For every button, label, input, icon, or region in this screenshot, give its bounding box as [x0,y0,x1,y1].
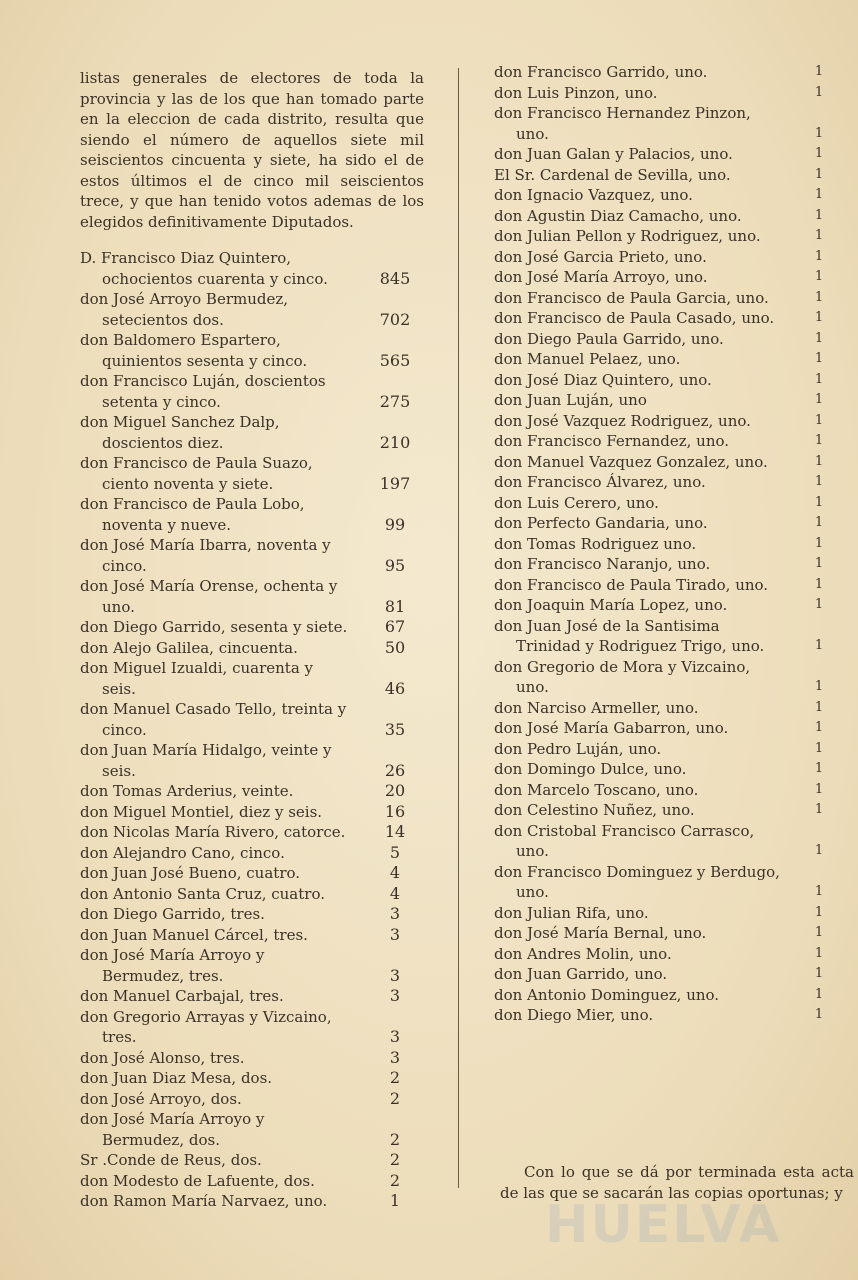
vote-entry [80,617,420,638]
vote-entry [494,554,834,575]
vote-count: 1 [814,84,824,100]
vote-count: 1 [814,781,824,797]
vote-entry [494,144,834,165]
vote-count: 35 [384,719,406,739]
vote-count: 1 [814,125,824,141]
candidate-name: don Luis Cerero, uno. [494,493,659,512]
column-divider [458,68,459,1188]
candidate-name: don Juan Manuel Cárcel, tres. [80,925,308,944]
vote-entry [494,964,834,985]
vote-entry [494,329,834,350]
candidate-name: don Modesto de Lafuente, dos. [80,1171,315,1190]
candidate-name: don Manuel Casado Tello, treinta y cinco. [80,700,347,739]
vote-entry [494,370,834,391]
vote-entry [494,103,834,144]
vote-entry [494,985,834,1006]
candidate-name: don José Garcia Prieto, uno. [494,247,707,266]
candidate-name: don Manuel Vazquez Gonzalez, uno. [494,452,768,471]
vote-entry [494,226,834,247]
candidate-name: don Ramon María Narvaez, uno. [80,1192,328,1210]
vote-count: 1 [814,556,824,571]
candidate-name: don Gregorio Arrayas y Vizcaino, tres. [80,1007,332,1046]
vote-entry [494,288,834,309]
candidate-name: don Diego Garrido, sesenta y siete. [80,618,348,636]
vote-count: 67 [384,617,406,636]
candidate-name: don Manuel Carbajal, tres. [80,987,284,1005]
vote-entry [494,739,834,760]
candidate-name: don Narciso Armeller, uno. [494,698,699,717]
vote-count: 99 [384,514,406,534]
candidate-name: don Diego Mier, uno. [494,1006,654,1024]
candidate-name: don Miguel Izualdi, cuarenta y seis. [80,659,314,698]
vote-count: 845 [379,268,411,288]
vote-count: 1 [814,494,824,510]
vote-entry [494,493,834,514]
candidate-name: don Francisco de Paula Suazo, ciento noventa y siete. [80,454,313,493]
vote-entry [80,412,420,453]
vote-count: 1 [814,843,824,858]
vote-count: 4 [389,883,401,903]
vote-count: 1 [814,986,824,1002]
vote-count: 1 [814,64,824,79]
candidate-name: don Pedro Luján, uno. [494,739,662,758]
vote-entry [494,472,834,493]
candidate-name: don Juan Luján, uno [494,391,647,409]
vote-count: 1 [814,679,824,694]
candidate-name: don Marcelo Toscano, uno. [494,780,699,799]
vote-entry [494,165,834,186]
candidate-name: don José Diaz Quintero, uno. [494,370,712,389]
vote-count: 1 [814,166,824,182]
candidate-name: don José María Arroyo y Bermudez, dos. [80,1110,265,1149]
vote-entry [494,800,834,821]
vote-entry [80,453,420,494]
vote-entry [494,206,834,227]
vote-entry [80,699,420,740]
vote-count: 3 [389,924,401,944]
candidate-name: Sr .Conde de Reus, dos. [80,1151,262,1169]
candidate-name: don Antonio Santa Cruz, cuatro. [80,884,325,903]
candidate-name: don José María Arroyo, uno. [494,268,708,286]
candidate-name: don Andres Molin, uno. [494,944,672,963]
vote-entry [494,247,834,268]
vote-count: 3 [389,1047,401,1067]
candidate-name: El Sr. Cardenal de Sevilla, uno. [494,165,731,184]
candidate-name: don José María Ibarra, noventa y cinco. [80,536,331,575]
vote-entry [80,740,420,781]
vote-count: 4 [389,863,401,882]
candidate-name: don Agustin Diaz Camacho, uno. [494,206,742,225]
vote-entry [494,780,834,801]
vote-count: 1 [814,433,824,448]
intro-paragraph [80,68,424,232]
candidate-name: don Francisco de Paula Tirado, uno. [494,575,769,594]
vote-entry [80,822,420,843]
vote-count: 1 [814,228,824,243]
vote-entry [80,843,420,864]
vote-entry [80,371,420,412]
vote-entry [80,289,420,330]
vote-count: 2 [389,1129,401,1149]
candidate-name: don Julian Rifa, uno. [494,903,649,922]
candidate-name: don José Arroyo, dos. [80,1089,242,1108]
candidate-name: don Perfecto Gandaria, uno. [494,514,708,532]
vote-count: 1 [814,371,824,387]
vote-entry [80,330,420,371]
vote-count: 3 [389,965,401,985]
vote-count: 50 [384,637,406,657]
vote-count: 14 [384,822,406,841]
vote-count: 1 [814,412,824,428]
vote-count: 81 [384,596,406,616]
vote-count: 2 [389,1150,401,1169]
vote-count: 1 [814,925,824,940]
vote-entry [494,534,834,555]
vote-count: 1 [814,248,824,264]
vote-count: 3 [389,986,401,1005]
vote-entry [494,903,834,924]
vote-entry [494,308,834,329]
vote-entry [494,595,834,616]
vote-entry [494,616,834,657]
vote-count: 1 [814,535,824,551]
candidate-name: don Luis Pinzon, uno. [494,83,658,102]
vote-entry [494,267,834,288]
vote-count: 275 [379,391,411,411]
vote-count: 1 [814,802,824,817]
candidate-name: don Juan José de la Santisima Trinidad y Rodriguez Trigo, uno. [494,616,765,655]
vote-count: 1 [814,720,824,735]
candidate-name: don Francisco de Paula Casado, uno. [494,309,775,327]
vote-entry [494,698,834,719]
vote-count: 1 [814,904,824,920]
vote-entry [494,83,834,104]
vote-count: 1 [814,351,824,366]
vote-count: 1 [814,330,824,346]
vote-count: 16 [384,801,406,821]
candidate-name: don José Arroyo Bermudez, setecientos dos. [80,290,289,329]
vote-entry [80,1171,420,1192]
candidate-name: don Francisco Fernandez, uno. [494,432,730,450]
vote-count: 1 [814,740,824,756]
candidate-name: don Ignacio Vazquez, uno. [494,186,693,204]
right-vote-list [494,62,834,1026]
vote-entry [80,802,420,823]
vote-entry [80,904,420,925]
candidate-name: don Diego Paula Garrido, uno. [494,329,724,348]
vote-entry [80,1048,420,1069]
vote-count: 2 [389,1088,401,1108]
candidate-name: don José María Arroyo y Bermudez, tres. [80,946,265,985]
vote-entry [494,923,834,944]
candidate-name: don Tomas Arderius, veinte. [80,782,294,800]
vote-entry [494,452,834,473]
candidate-name: don José María Gabarron, uno. [494,719,729,737]
vote-count: 3 [389,904,401,923]
candidate-name: don Juan Garrido, uno. [494,965,668,983]
candidate-name: D. Francisco Diaz Quintero, ochocientos cuarenta y cinco. [80,249,328,288]
candidate-name: don Julian Pellon y Rodriguez, uno. [494,227,761,245]
vote-entry [80,1191,420,1212]
candidate-name: don Miguel Montiel, diez y seis. [80,802,323,821]
vote-count: 1 [814,945,824,961]
vote-count: 1 [814,269,824,284]
vote-entry [494,349,834,370]
vote-entry [494,1005,834,1026]
vote-entry [80,494,420,535]
vote-entry [494,759,834,780]
vote-count: 1 [814,289,824,305]
candidate-name: don Francisco Naranjo, uno. [494,555,711,573]
candidate-name: don Juan Diaz Mesa, dos. [80,1069,273,1087]
vote-entry [80,1007,420,1048]
vote-entry [494,944,834,965]
vote-entry [80,986,420,1007]
vote-entry [80,535,420,576]
vote-count: 1 [814,515,824,530]
candidate-name: don Antonio Dominguez, uno. [494,985,720,1004]
vote-entry [80,1089,420,1110]
vote-entry [494,411,834,432]
vote-entry [494,185,834,206]
candidate-name: don Celestino Nuñez, uno. [494,801,695,819]
candidate-name: don Francisco Álvarez, uno. [494,473,706,491]
vote-count: 1 [814,884,824,899]
vote-count: 197 [379,473,411,493]
vote-entry [80,638,420,659]
vote-entry [80,576,420,617]
candidate-name: don José María Bernal, uno. [494,924,707,942]
candidate-name: don Francisco de Paula Lobo, noventa y nueve. [80,495,305,534]
candidate-name: don José María Orense, ochenta y uno. [80,577,338,616]
vote-count: 1 [814,699,824,715]
vote-count: 1 [814,392,824,407]
candidate-name: don Juan María Hidalgo, veinte y seis. [80,741,332,780]
candidate-name: don Joaquin María Lopez, uno. [494,596,728,614]
vote-entry [494,657,834,698]
vote-entry [80,925,420,946]
vote-count: 1 [814,638,824,653]
vote-count: 565 [379,350,411,370]
candidate-name: don Francisco de Paula Garcia, uno. [494,288,769,307]
vote-entry [80,1068,420,1089]
vote-count: 1 [814,576,824,592]
vote-count: 1 [814,453,824,469]
vote-entry [494,718,834,739]
vote-entry [494,390,834,411]
vote-count: 1 [389,1191,401,1210]
vote-count: 3 [389,1027,401,1046]
vote-entry [80,945,420,986]
vote-entry [494,821,834,862]
candidate-name: don Domingo Dulce, uno. [494,760,687,778]
left-vote-list [80,248,420,1212]
vote-count: 1 [814,207,824,223]
archive-watermark: HUELVA [545,1195,782,1255]
candidate-name: don Diego Garrido, tres. [80,905,265,923]
vote-count: 46 [384,678,406,698]
vote-count: 1 [814,597,824,612]
intro-text: listas generales de electores de toda la provincia y las de los que han tomado parte en la eleccion de cada distrito, resulta que siendo el número de aquellos siete mil seiscientos cincuenta y siete, ha sido el de estos últimos el de cinco mil seiscientos trece, y que han tenido votos ademas de los elegidos definitivamente Diputados. [80,69,424,231]
vote-count: 1 [814,761,824,776]
vote-entry [494,431,834,452]
vote-count: 1 [814,310,824,325]
vote-count: 2 [389,1068,401,1087]
candidate-name: don Juan Galan y Palacios, uno. [494,145,733,163]
candidate-name: don Nicolas María Rivero, catorce. [80,823,346,841]
candidate-name: don José Vazquez Rodriguez, uno. [494,411,751,430]
candidate-name: don Francisco Garrido, uno. [494,63,708,81]
candidate-name: don Gregorio de Mora y Vizcaino, uno. [494,657,751,696]
candidate-name: don Alejandro Cano, cinco. [80,843,285,862]
closing-text: Con lo que se dá por terminada esta acta de las que se sacarán las copias oportunas; y [500,1163,854,1202]
vote-entry [80,658,420,699]
candidate-name: don Cristobal Francisco Carrasco, uno. [494,821,755,860]
vote-entry [494,575,834,596]
vote-count: 1 [814,1007,824,1022]
candidate-name: don Francisco Hernandez Pinzon, uno. [494,104,751,143]
vote-entry [494,62,834,83]
vote-count: 20 [384,781,406,800]
candidate-name: don Tomas Rodriguez uno. [494,534,697,553]
vote-count: 1 [814,966,824,981]
vote-entry [80,781,420,802]
candidate-name: don Juan José Bueno, cuatro. [80,864,301,882]
candidate-name: don Miguel Sanchez Dalp, doscientos diez. [80,413,280,452]
candidate-name: don Baldomero Espartero, quinientos sesenta y cinco. [80,331,308,370]
candidate-name: don Manuel Pelaez, uno. [494,350,681,368]
vote-count: 2 [389,1170,401,1190]
vote-count: 702 [379,309,411,329]
vote-entry [80,884,420,905]
vote-entry [494,862,834,903]
vote-entry [80,248,420,289]
vote-count: 1 [814,474,824,489]
vote-entry [494,513,834,534]
vote-entry [80,1150,420,1171]
candidate-name: don Francisco Luján, doscientos setenta y cinco. [80,372,326,411]
candidate-name: don José Alonso, tres. [80,1048,245,1067]
candidate-name: don Alejo Galilea, cincuenta. [80,638,298,657]
vote-count: 1 [814,146,824,161]
vote-count: 210 [379,432,411,452]
vote-count: 1 [814,187,824,202]
vote-count: 95 [384,555,406,575]
vote-entry [80,863,420,884]
vote-count: 5 [389,842,401,862]
candidate-name: don Francisco Dominguez y Berdugo, uno. [494,862,780,901]
vote-entry [80,1109,420,1150]
vote-count: 26 [384,760,406,780]
